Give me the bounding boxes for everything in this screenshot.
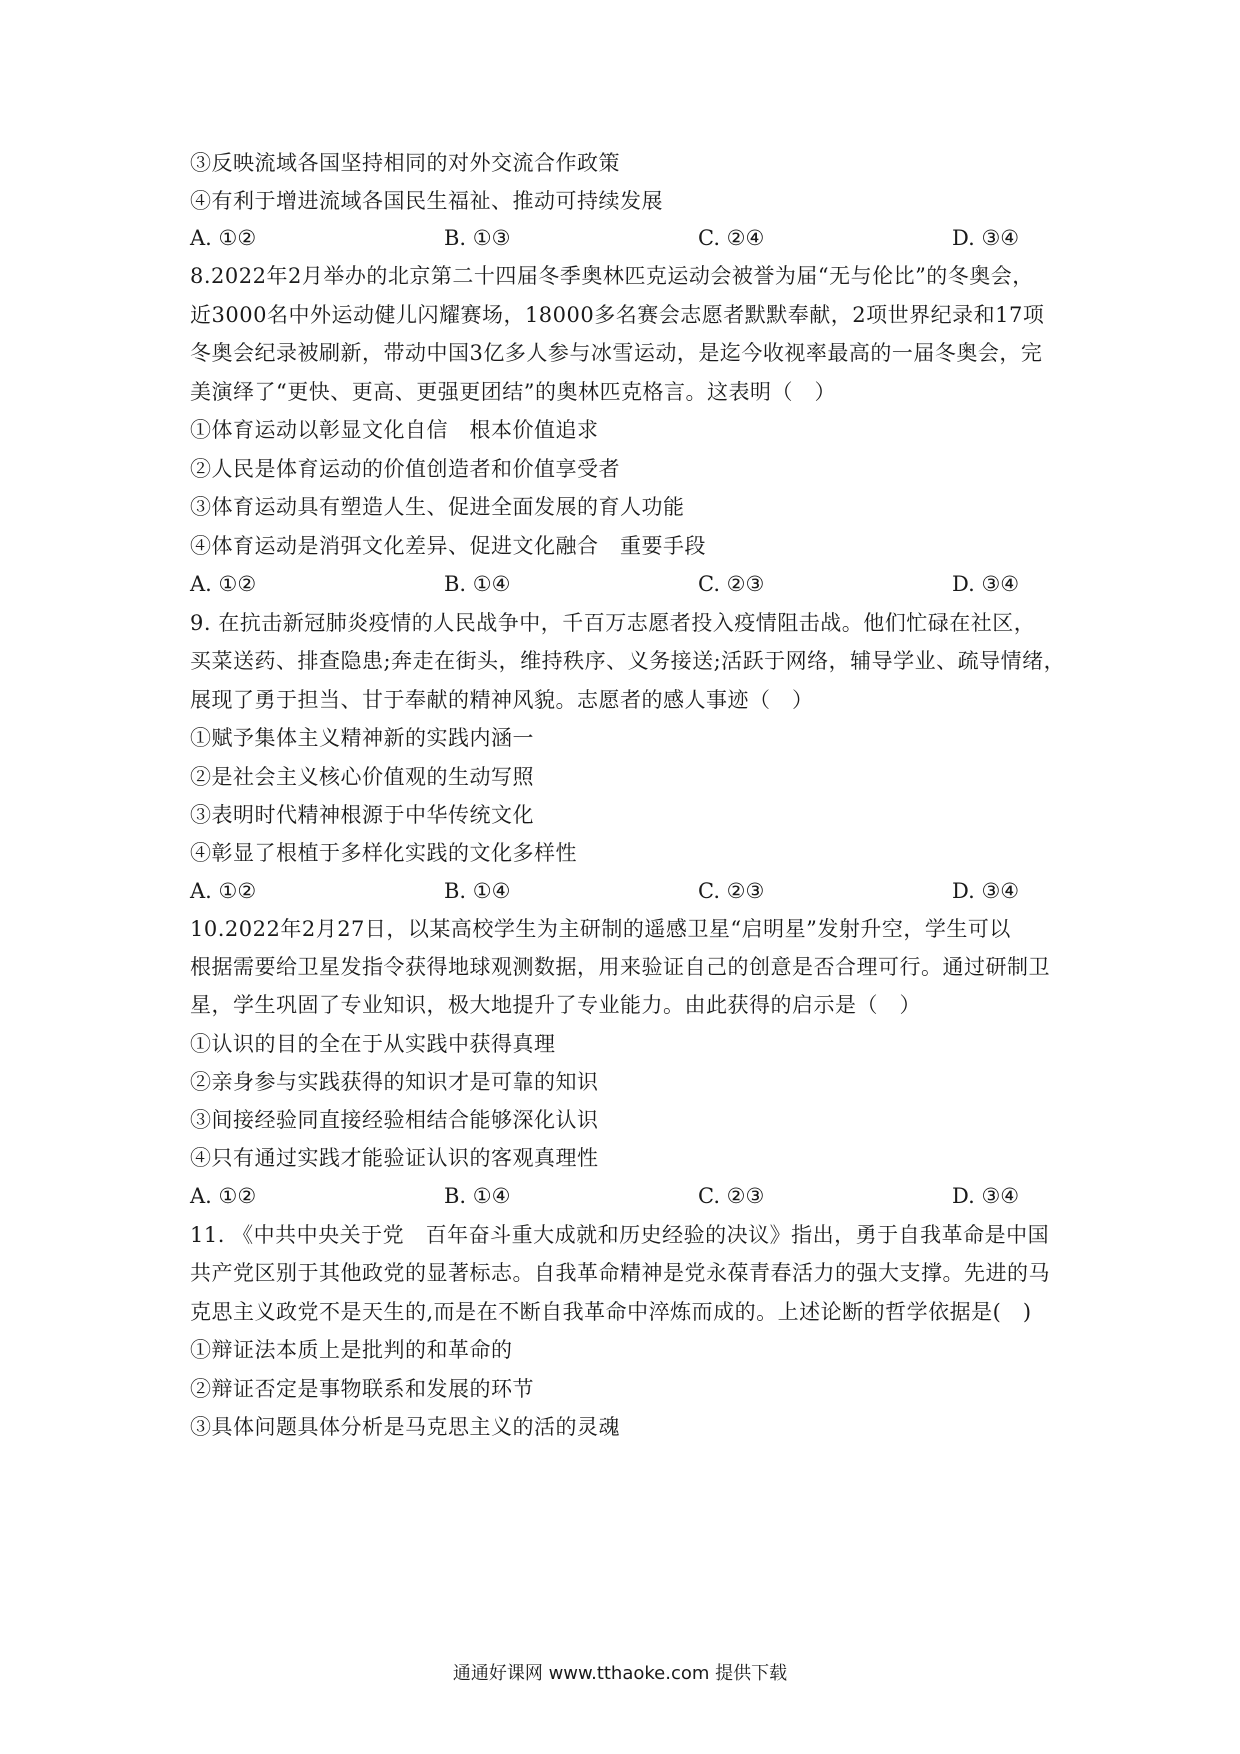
option-2: ②人民是体育运动的价值创造者和价值享受者 (190, 457, 620, 481)
choice-b: B. ①④ (444, 879, 511, 903)
option-2: ②亲身参与实践获得的知识才是可靠的知识 (190, 1070, 599, 1094)
text-line: ③反映流域各国坚持相同的对外交流合作政策 (190, 151, 620, 175)
option-1: ①体育运动以彰显文化自信 根本价值追求 (190, 418, 599, 442)
text-line: 冬奥会纪录被刷新，带动中国3亿多人参与冰雪运动，是迄今收视率最高的一届冬奥会，完 (190, 341, 1043, 365)
choice-b: B. ①④ (444, 1184, 511, 1208)
text-line: 根据需要给卫星发指令获得地球观测数据，用来验证自己的创意是否合理可行。通过研制卫 (190, 955, 1050, 979)
choice-a: A. ①② (190, 879, 257, 903)
text-line: 买菜送药、排查隐患;奔走在街头，维持秩序、义务接送;活跃于网络，辅导学业、疏导情绪， (190, 649, 1066, 673)
option-3: ③表明时代精神根源于中华传统文化 (190, 803, 534, 827)
question-11-stem: 11. 《中共中央关于党 百年奋斗重大成就和历史经验的决议》指出，勇于自我革命是中国 (190, 1223, 1050, 1247)
option-1: ①认识的目的全在于从实践中获得真理 (190, 1032, 556, 1056)
choice-c: C. ②④ (698, 226, 765, 250)
answer-choices-q10 (190, 1181, 1070, 1211)
option-4: ④只有通过实践才能验证认识的客观真理性 (190, 1146, 599, 1170)
option-4: ④体育运动是消弭文化差异、促进文化融合 重要手段 (190, 534, 706, 558)
choice-d: D. ③④ (952, 226, 1020, 250)
text-line: ④有利于增进流域各国民生福祉、推动可持续发展 (190, 189, 663, 213)
answer-choices-q9 (190, 876, 1070, 906)
text-line: 克思主义政党不是天生的,而是在不断自我革命中淬炼而成的。上述论断的哲学依据是( ) (190, 1300, 1032, 1324)
choice-d: D. ③④ (952, 1184, 1020, 1208)
choice-d: D. ③④ (952, 879, 1020, 903)
option-1: ①赋予集体主义精神新的实践内涵一 (190, 726, 534, 750)
choice-a: A. ①② (190, 226, 257, 250)
answer-choices-q8 (190, 569, 1070, 599)
option-2: ②是社会主义核心价值观的生动写照 (190, 765, 534, 789)
question-8-stem: 8.2022年2月举办的北京第二十四届冬季奥林匹克运动会被誉为届“无与伦比”的冬奥会， (190, 264, 1034, 288)
text-line: 共产党区别于其他政党的显著标志。自我革命精神是党永葆青春活力的强大支撑。先进的马 (190, 1261, 1050, 1285)
text-line: 展现了勇于担当、甘于奉献的精神风貌。志愿者的感人事迹（ ） (190, 688, 814, 712)
text-line: 近3000名中外运动健儿闪耀赛场，18000多名赛会志愿者默默奉献，2项世界纪录和17项 (190, 303, 1045, 327)
question-10-stem: 10.2022年2月27日，以某高校学生为主研制的遥感卫星“启明星”发射升空，学生可以 (190, 917, 1011, 941)
answer-choices-q7 (190, 223, 1070, 253)
choice-b: B. ①④ (444, 572, 511, 596)
text-line: 美演绎了“更快、更高、更强更团结”的奥林匹克格言。这表明（ ） (190, 380, 836, 404)
option-2: ②辩证否定是事物联系和发展的环节 (190, 1377, 534, 1401)
text-line: 星，学生巩固了专业知识，极大地提升了专业能力。由此获得的启示是（ ） (190, 993, 921, 1017)
option-3: ③体育运动具有塑造人生、促进全面发展的育人功能 (190, 495, 685, 519)
question-9-stem: 9. 在抗击新冠肺炎疫情的人民战争中，千百万志愿者投入疫情阻击战。他们忙碌在社区， (190, 611, 1036, 635)
option-4: ④彰显了根植于多样化实践的文化多样性 (190, 841, 577, 865)
option-3: ③具体问题具体分析是马克思主义的活的灵魂 (190, 1415, 620, 1439)
choice-a: A. ①② (190, 1184, 257, 1208)
choice-a: A. ①② (190, 572, 257, 596)
page-footer: 通通好课网 www.tthaoke.com 提供下载 (452, 1663, 788, 1684)
choice-c: C. ②③ (698, 879, 765, 903)
option-1: ①辩证法本质上是批判的和革命的 (190, 1338, 513, 1362)
choice-b: B. ①③ (444, 226, 511, 250)
choice-d: D. ③④ (952, 572, 1020, 596)
choice-c: C. ②③ (698, 1184, 765, 1208)
option-3: ③间接经验同直接经验相结合能够深化认识 (190, 1108, 599, 1132)
choice-c: C. ②③ (698, 572, 765, 596)
